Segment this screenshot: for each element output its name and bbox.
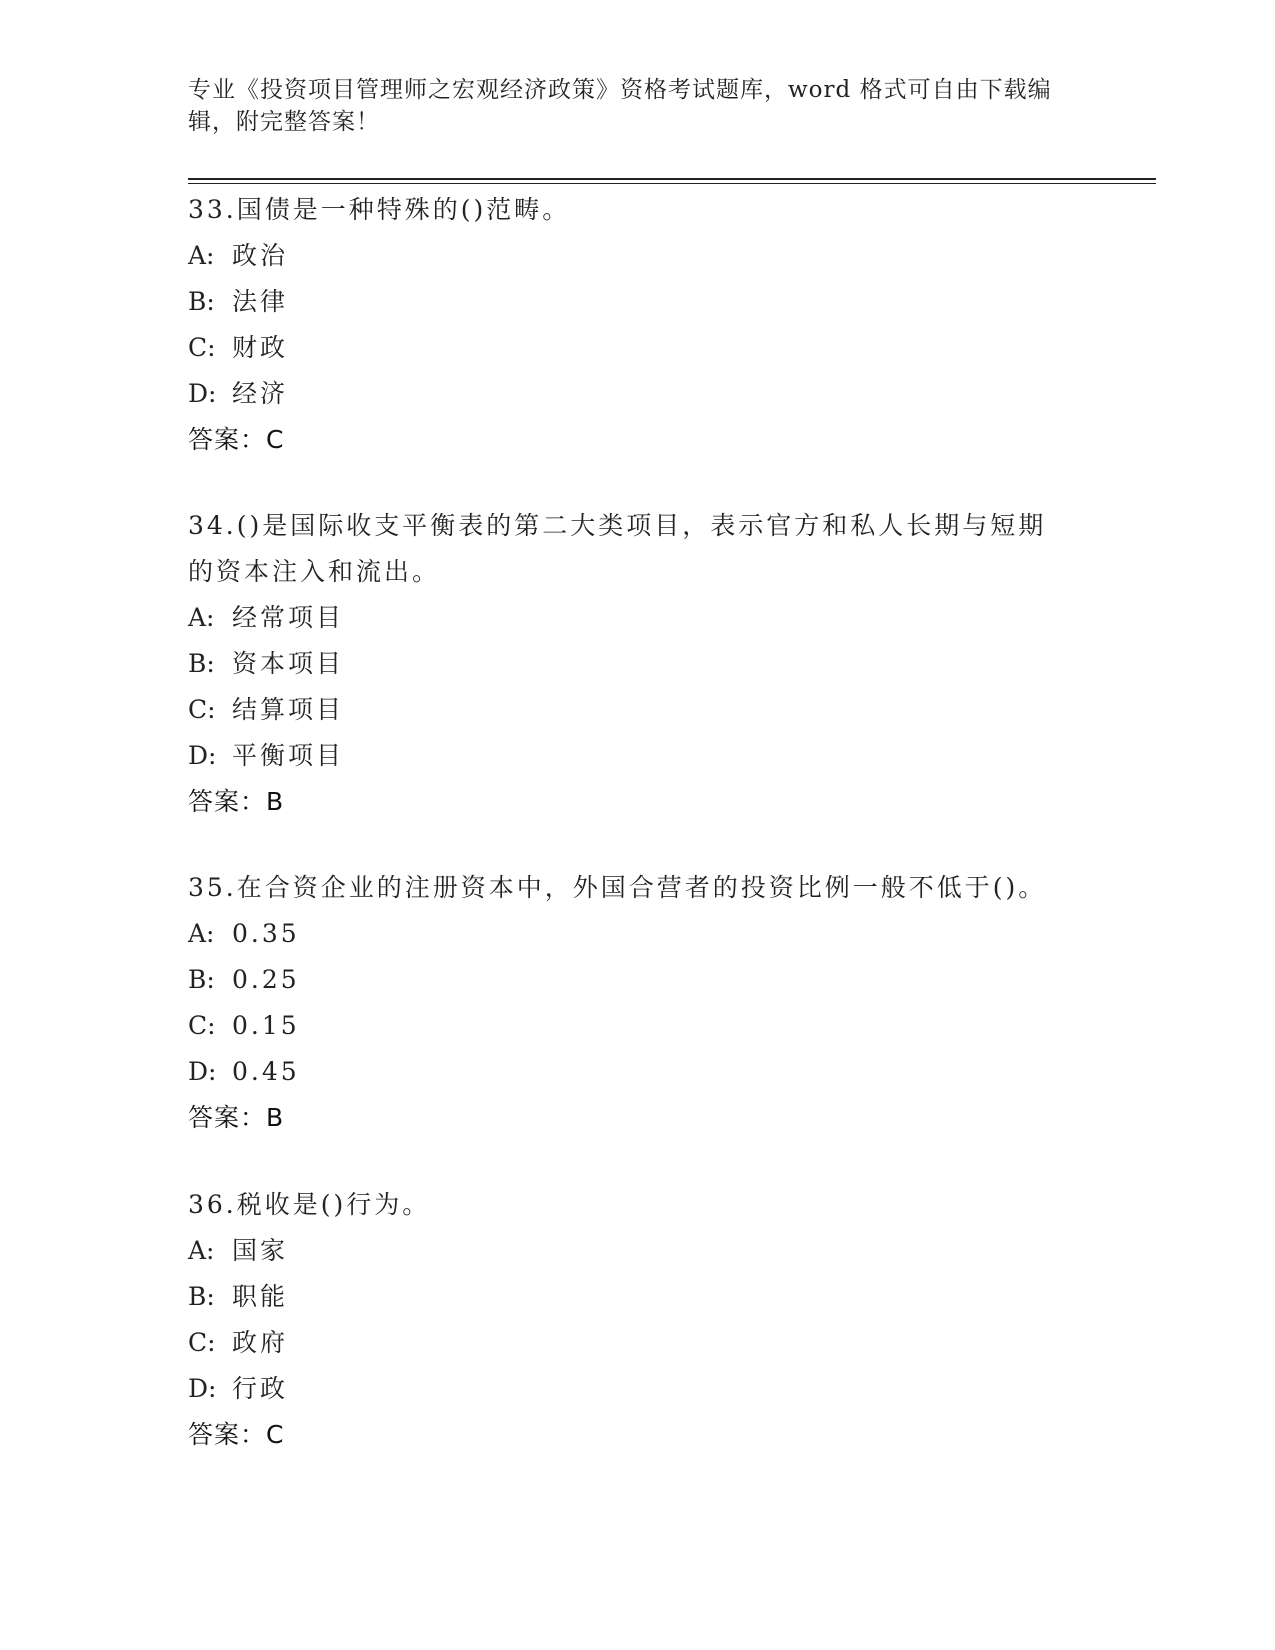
option-text: 0.45 <box>232 1057 300 1086</box>
option-label: B: <box>188 649 215 678</box>
option-text: 行政 <box>232 1374 289 1403</box>
option-text: 0.35 <box>232 919 300 948</box>
option-a <box>188 911 1088 957</box>
option-c <box>188 325 1088 371</box>
option-label: A: <box>188 603 215 632</box>
option-label: B: <box>188 1282 215 1311</box>
question-stem-continued: 的资本注入和流出。 <box>188 557 441 586</box>
option-text: 结算项目 <box>232 695 345 724</box>
question-stem: 33.国债是一种特殊的()范畴。 <box>188 195 571 224</box>
answer: 答案：B <box>188 1103 285 1132</box>
option-text: 国家 <box>232 1236 289 1265</box>
option-label: D: <box>188 1057 217 1086</box>
option-label: B: <box>188 287 215 316</box>
option-b <box>188 957 1088 1003</box>
option-text: 0.15 <box>232 1011 300 1040</box>
header-line-1: 专业《投资项目管理师之宏观经济政策》资格考试题库，word 格式可自由下载编 <box>188 77 1052 103</box>
answer: 答案：B <box>188 787 285 816</box>
option-b <box>188 1274 1088 1320</box>
option-text: 职能 <box>232 1282 289 1311</box>
option-c <box>188 687 1088 733</box>
document-header <box>188 74 1088 138</box>
question-stem: 35.在合资企业的注册资本中，外国合营者的投资比例一般不低于()。 <box>188 873 1047 902</box>
option-label: C: <box>188 1328 216 1357</box>
option-c <box>188 1003 1088 1049</box>
option-text: 经济 <box>232 379 289 408</box>
option-label: D: <box>188 741 217 770</box>
option-d <box>188 1366 1088 1412</box>
option-text: 资本项目 <box>232 649 345 678</box>
option-label: A: <box>188 919 215 948</box>
option-label: C: <box>188 333 216 362</box>
question-36 <box>188 1182 1088 1458</box>
question-35 <box>188 865 1088 1141</box>
option-text: 政治 <box>232 241 289 270</box>
option-label: C: <box>188 695 216 724</box>
option-c <box>188 1320 1088 1366</box>
option-text: 法律 <box>232 287 289 316</box>
option-d <box>188 733 1088 779</box>
option-label: B: <box>188 965 215 994</box>
option-label: D: <box>188 1374 217 1403</box>
option-d <box>188 1049 1088 1095</box>
answer: 答案：C <box>188 425 285 454</box>
option-b <box>188 279 1088 325</box>
header-divider-thin <box>188 183 1156 184</box>
option-label: A: <box>188 1236 215 1265</box>
option-d <box>188 371 1088 417</box>
option-label: C: <box>188 1011 216 1040</box>
option-text: 0.25 <box>232 965 300 994</box>
question-stem: 34.()是国际收支平衡表的第二大类项目，表示官方和私人长期与短期 <box>188 511 1047 540</box>
question-33 <box>188 187 1088 463</box>
option-text: 政府 <box>232 1328 289 1357</box>
header-line-2: 辑，附完整答案！ <box>188 109 380 135</box>
header-divider <box>188 178 1156 180</box>
option-label: D: <box>188 379 217 408</box>
option-text: 经常项目 <box>232 603 345 632</box>
option-a <box>188 1228 1088 1274</box>
option-b <box>188 641 1088 687</box>
option-a <box>188 595 1088 641</box>
question-34 <box>188 503 1088 825</box>
answer: 答案：C <box>188 1420 285 1449</box>
option-a <box>188 233 1088 279</box>
option-text: 平衡项目 <box>232 741 345 770</box>
option-label: A: <box>188 241 215 270</box>
option-text: 财政 <box>232 333 289 362</box>
question-stem: 36.税收是()行为。 <box>188 1190 431 1219</box>
